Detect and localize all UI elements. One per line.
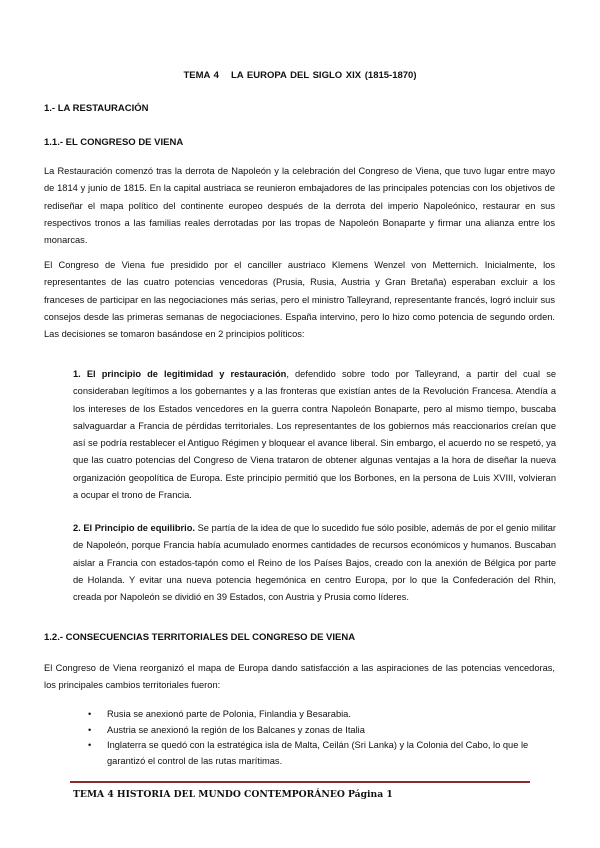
principle1-text: , defendido sobre todo por Talleyrand, a partir del cual se consideraban legítimos a los gobernantes y a las fronteras que existían antes de la Revolución Francesa. Atendía a los intereses de los Estados vencedores en la guerra contra Napoleón Bonaparte, pero al mismo tiempo, buscaba salvaguardar a Francia de pérdidas territoriales. Los representantes de los gobiernos más reaccionarios creían que así se podría restablecer el Antiguo Régimen y bloquear el avance liberal. Sin embargo, el acuerdo no se respetó, ya que las cuatro potencias del Congreso de Viena trataron de obtener algunas ventajas a la hora de diseñar la nueva organización geopolítica de Europa. Este principio permitió que los Borbones, en la persona de Luis XVIII, volvieran a ocupar el trono de Francia. — [73, 369, 557, 501]
bullet-icon: • — [88, 740, 92, 750]
section-heading-restauracion: 1.- LA RESTAURACIÓN — [44, 103, 149, 114]
bullet-icon: • — [88, 724, 92, 735]
paragraph-congreso-presidencia: El Congreso de Viena fue presidido por el canciller austriaco Klemens Wenzel von Metternich. Inicialmente, los representantes de las cuatro potencias vencedoras (Prusia, Rusia, Austria y Gran Bretaña) esperaban excluir a los franceses de participar en las negociaciones más serias, pero el ministro Talleyrand, representante francés, logró incluir sus consejos desde las primeras semanas de negociaciones. España intervino, pero lo hizo como potencia de segundo orden. Las decisiones se tomaron basándose en 2 principios políticos: — [44, 260, 555, 340]
territorial-changes-list — [74, 707, 554, 769]
title-topic-number: TEMA 4 — [183, 70, 219, 81]
list-item: • Inglaterra se quedó con la estratégica isla de Malta, Ceilán (Sri Lanka) y la Colonia del Cabo, lo que le garantizó el control de las rutas marítimas. — [88, 740, 529, 766]
principle1-title: . El principio de legitimidad y restauración — [78, 369, 287, 379]
principle2-title: 2. El Principio de equilibrio. — [73, 523, 195, 533]
paragraph-restauracion-intro: La Restauración comenzó tras la derrota de Napoleón y la celebración del Congreso de Viena, que tuvo lugar entre mayo de 1814 y junio de 1815. En la capital austriaca se reunieron embajadores de las principales potencias con los objetivos de rediseñar el mapa político del continente europeo después de la derrota del imperio Napoleónico, restaurar en sus respectivos tronos a las familias reales derrotadas por las tropas de Napoleón Bonaparte y firmar una alianza entre los monarcas. — [44, 166, 555, 246]
bullet-icon: • — [88, 709, 92, 719]
paragraph-principio-equilibrio — [73, 520, 556, 606]
principle1-number: 1 — [73, 369, 79, 379]
subsection-heading-congreso: 1.1.- EL CONGRESO DE VIENA — [44, 137, 184, 148]
paragraph-principio-legitimidad — [73, 366, 556, 504]
page-footer: TEMA 4 HISTORIA DEL MUNDO CONTEMPORÁNEO Página 1 — [73, 789, 393, 800]
paragraph-consecuencias-intro: El Congreso de Viena reorganizó el mapa de Europa dando satisfacción a las aspiraciones de las potencias vencedoras, los principales cambios territoriales fueron: — [44, 663, 555, 691]
subsection-heading-consecuencias: 1.2.- CONSECUENCIAS TERRITORIALES DEL CONGRESO DE VIENA — [44, 632, 356, 643]
principle2-text: Se partía de la idea de que lo sucedido fue sólo posible, además de por el genio militar de Napoleón, porque Francia había acumulado enormes cantidades de recursos económicos y humanos. Buscaban aislar a Francia con estados-tapón como el Reino de los Países Bajos, creado con la anexión de Bélgica por parte de Holanda. Y evitar una nueva potencia hegemónica en centro Europa, por lo que la Confederación del Rhin, creada por Napoleón se dividió en 39 Estados, con Austria y Prusia como líderes. — [73, 523, 556, 603]
list-item: • Austria se anexionó la región de los Balcanes y zonas de Italia — [74, 723, 554, 739]
page-title — [0, 70, 600, 81]
footer-divider — [70, 781, 530, 783]
list-item: • Rusia se anexionó parte de Polonia, Finlandia y Besarabia. — [74, 707, 554, 723]
title-topic-name: LA EUROPA DEL SIGLO XIX (1815-1870) — [230, 70, 417, 81]
